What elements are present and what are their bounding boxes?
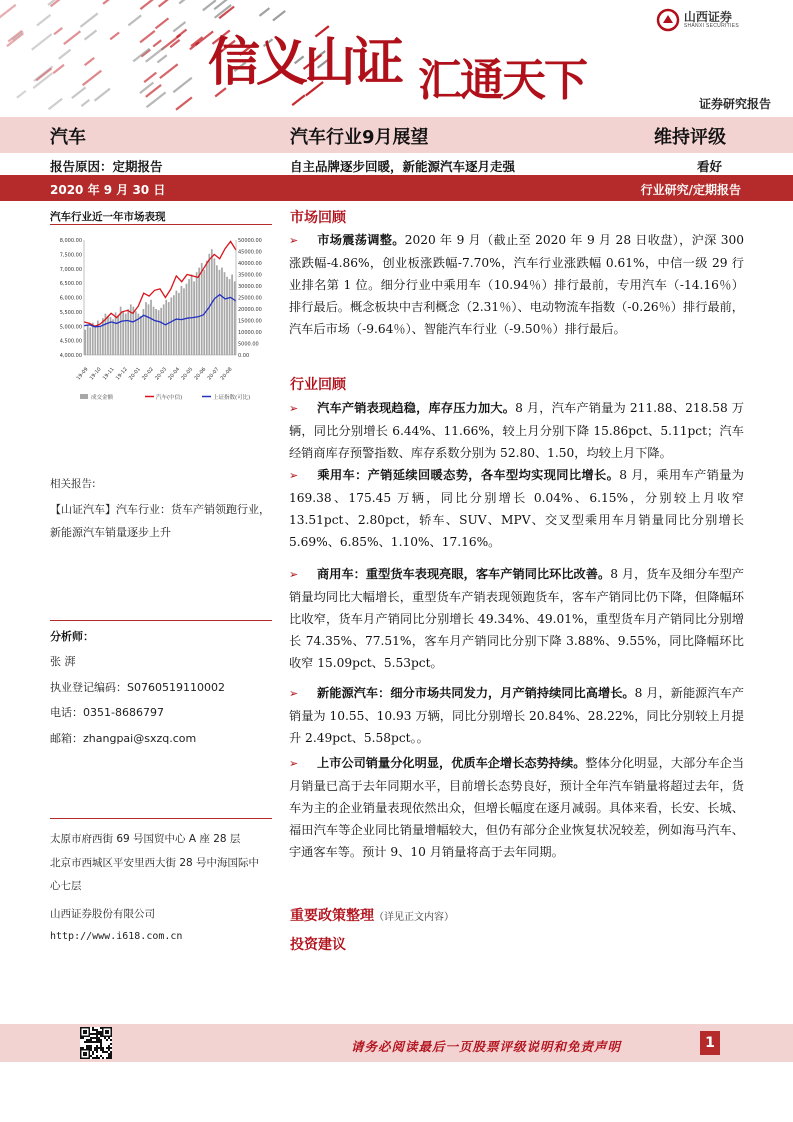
report-date: 2020 年 9 月 30 日 [50, 183, 166, 197]
qr-module [88, 1047, 90, 1049]
volume-bar [188, 279, 190, 355]
qr-module [96, 1033, 98, 1035]
qr-module [100, 1035, 102, 1037]
qr-module [108, 1057, 110, 1059]
investment-heading: 投资建议 [290, 937, 346, 953]
volume-bar [224, 272, 226, 355]
left-tick-label: 5,000.00 [59, 324, 82, 331]
qr-module [96, 1055, 98, 1057]
analyst-cert: 执业登记编码：S0760519110002 [50, 681, 225, 694]
volume-bar [206, 261, 208, 355]
volume-bar [107, 316, 109, 355]
volume-bar [158, 310, 160, 355]
volume-bar [231, 275, 233, 356]
volume-bar [92, 323, 94, 355]
qr-module [106, 1057, 108, 1059]
left-tick-label: 7,000.00 [59, 266, 82, 273]
volume-bar [122, 311, 124, 355]
volume-bar [132, 307, 134, 355]
rating-value: 看好 [697, 159, 723, 174]
qr-module [84, 1041, 86, 1043]
qr-module [92, 1041, 94, 1043]
qr-module [98, 1031, 100, 1033]
qr-module [100, 1027, 102, 1029]
qr-module [96, 1049, 98, 1051]
banner-stripe [80, 13, 99, 28]
qr-module [108, 1037, 110, 1039]
volume-bar [135, 311, 137, 355]
banner-stripe [292, 94, 306, 106]
page-number: 1 [700, 1031, 720, 1055]
volume-bar [229, 279, 231, 355]
volume-bar [221, 268, 223, 355]
qr-module [88, 1041, 90, 1043]
qr-module [110, 1039, 112, 1041]
logo-icon [656, 8, 680, 32]
report-type: 证券研究报告 [698, 97, 771, 111]
x-tick-label: 19-10 [88, 366, 103, 382]
volume-bar [183, 288, 185, 355]
qr-module [96, 1041, 98, 1043]
legend-label: 汽车(中信) [156, 395, 183, 401]
address-taiyuan: 太原市府西街 69 号国贸中心 A 座 28 层 [50, 833, 241, 845]
qr-module [100, 1047, 102, 1049]
qr-module [94, 1029, 96, 1031]
volume-bar [115, 312, 117, 355]
qr-module [96, 1039, 98, 1041]
volume-bar [191, 275, 193, 356]
volume-bar [89, 327, 91, 355]
market-chart [50, 230, 272, 410]
report-category: 行业研究/定期报告 [640, 183, 741, 197]
analyst-label: 分析师： [50, 630, 94, 643]
volume-bar [216, 265, 218, 355]
qr-finder-core [83, 1052, 87, 1056]
company-logo [656, 8, 739, 32]
qr-module [102, 1049, 104, 1051]
qr-module [90, 1037, 92, 1039]
volume-bar [198, 268, 200, 355]
industry-paragraph-4 [289, 682, 744, 749]
report-subtitle: 自主品牌逐步回暖，新能源汽车逐月走强 [290, 159, 516, 174]
address-beijing: 北京市西城区平安里西大街 28 号中海国际中心七层 [50, 857, 260, 892]
industry-p3-text: 8 月，货车及细分车型产销量均同比大幅增长，重型货车产销表现领跑货车，客车产销同比仍下降，但降幅环比收窄，货车月产销同比分别增长 49.34%、49.01%，重型货车月产销同比分别增长 74.35%、77.51%，客车月产销同比分别下降 3.88%、9.55%，同比降幅环比收窄 15.09pct、5.53pct。 [289, 567, 744, 671]
bullet-arrow-icon: ➢ [289, 402, 299, 415]
qr-module [92, 1051, 94, 1053]
volume-bar [160, 308, 162, 355]
auto-index-line [84, 241, 236, 326]
qr-module [86, 1045, 88, 1047]
industry-p5-text: 整体分化明显，大部分车企当月销量已高于去年同期水平，目前增长态势良好，预计全年汽车销量将超过去年，货车为主的企业销量表现依然出众，但增长幅度在逐月减弱。具体来看，长安、长城、福田汽车等企业同比销量增幅较大，但仍有部分企业恢复状况较差，例如海马汽车、宇通客车等。预计 9、10 月销量将高于去年同期。 [289, 756, 745, 860]
volume-bar [127, 309, 129, 355]
x-tick-label: 20-02 [141, 366, 155, 382]
right-tick-label: 20000.00 [238, 307, 262, 313]
footer-disclaimer: 请务必阅读最后一页股票评级说明和免责声明 [351, 1039, 622, 1054]
banner-stripe [53, 64, 65, 74]
banner-stripe [58, 49, 71, 60]
legend-label: 上证指数(可比) [213, 395, 251, 401]
volume-bar [155, 309, 157, 355]
qr-module [94, 1049, 96, 1051]
qr-module [94, 1057, 96, 1059]
logo-name: 山西证券 [683, 10, 732, 24]
x-tick-label: 20-05 [180, 366, 195, 382]
title-band [0, 117, 793, 153]
qr-module [98, 1033, 100, 1035]
qr-module [108, 1049, 110, 1051]
banner-stripe [84, 29, 97, 40]
qr-module [102, 1057, 104, 1059]
banner-stripe [36, 14, 51, 26]
logo-subtitle: SHANXI SECURITIES [683, 23, 739, 29]
qr-module [110, 1051, 112, 1053]
qr-module [96, 1035, 98, 1037]
qr-module [110, 1047, 112, 1049]
left-tick-label: 8,000.00 [59, 238, 82, 244]
qr-module [110, 1043, 112, 1045]
right-tick-label: 30000.00 [238, 284, 262, 290]
qr-module [110, 1057, 112, 1059]
right-tick-label: 10000.00 [238, 330, 262, 336]
industry-p2-text: 8 月，乘用车产销量为 169.38、175.45 万辆，同比分别增长 0.04%、6.15%，分别较上月收窄 13.51pct、2.80pct，轿车、SUV、MPV、交叉型乘用车月销量同比分别增长 5.69%、6.85%、1.10%、17.16%。 [289, 468, 744, 550]
volume-bar [117, 316, 119, 355]
qr-module [110, 1053, 112, 1055]
volume-bar [201, 263, 203, 355]
market-chart-svg [50, 230, 272, 410]
qr-module [80, 1037, 82, 1039]
volume-bar [165, 300, 167, 355]
qr-module [94, 1041, 96, 1043]
industry-paragraph-5 [289, 752, 744, 863]
analyst-name: 张 湃 [50, 655, 76, 668]
volume-bar [125, 314, 127, 355]
company-name: 山西证券股份有限公司 [50, 908, 155, 920]
banner-stripe [158, 0, 171, 7]
slogan-part2: 汇通天下 [418, 55, 586, 106]
policy-note: （详见正文内容） [374, 912, 454, 923]
banner-stripe [179, 0, 192, 4]
left-tick-label: 6,500.00 [59, 281, 82, 288]
banner-stripe [84, 57, 95, 66]
banner-stripe [143, 72, 156, 83]
qr-module [86, 1039, 88, 1041]
left-tick-label: 7,500.00 [59, 252, 82, 259]
volume-bar [163, 304, 165, 355]
qr-module [96, 1045, 98, 1047]
qr-finder-core [105, 1030, 109, 1034]
qr-code-icon [80, 1027, 112, 1059]
qr-module [102, 1047, 104, 1049]
qr-module [106, 1051, 108, 1053]
qr-module [90, 1055, 92, 1057]
qr-module [98, 1037, 100, 1039]
qr-module [90, 1049, 92, 1051]
volume-bar [112, 319, 114, 355]
qr-module [106, 1047, 108, 1049]
qr-module [92, 1029, 94, 1031]
address-divider [50, 818, 272, 819]
banner-stripe [157, 54, 168, 63]
market-review-heading: 市场回顾 [290, 210, 346, 226]
right-tick-label: 25000.00 [238, 295, 262, 302]
qr-module [86, 1041, 88, 1043]
bullet-arrow-icon: ➢ [289, 568, 299, 581]
volume-bar [219, 270, 221, 355]
qr-module [96, 1031, 98, 1033]
qr-module [82, 1047, 84, 1049]
qr-module [100, 1041, 102, 1043]
qr-finder-core [83, 1030, 87, 1034]
volume-bar [208, 254, 210, 355]
industry-p3-lead: 商用车：重型货车表现亮眼，客车产销同比环比改善。 [317, 567, 611, 581]
policy-heading-text: 重要政策整理 [290, 908, 374, 924]
right-tick-label: 45000.00 [238, 249, 262, 256]
qr-module [100, 1049, 102, 1051]
banner-stripe [202, 0, 216, 11]
qr-module [108, 1047, 110, 1049]
industry-p4-lead: 新能源汽车：细分市场共同发力，月产销持续同比高增长。 [317, 686, 635, 700]
qr-module [96, 1029, 98, 1031]
banner-stripe [94, 88, 111, 102]
volume-bar [178, 293, 180, 355]
market-review-lead: 市场震荡调整。 [317, 233, 405, 247]
left-tick-label: 4,000.00 [59, 353, 82, 359]
industry-paragraph-1 [289, 397, 744, 464]
qr-module [100, 1033, 102, 1035]
volume-bar [193, 281, 195, 355]
related-report-link[interactable]: 【山证汽车】汽车行业：货车产销领跑行业，新能源汽车销量逐步上升 [50, 503, 270, 539]
qr-module [100, 1039, 102, 1041]
qr-module [110, 1055, 112, 1057]
chart-divider [50, 224, 272, 225]
shanghai-index-line [84, 295, 236, 327]
x-tick-label: 20-03 [154, 366, 169, 382]
volume-bar [145, 302, 147, 355]
volume-bar [84, 330, 86, 355]
volume-bar [150, 300, 152, 355]
industry-p1-text: 8 月，汽车产销量为 211.88、218.58 万辆，同比分别增长 6.44%、11.66%，较上月分别下降 15.86pct、5.11pct；汽车经销商库存预警指数、库存系数分别为 52.80、1.50，均较上月下降。 [289, 401, 744, 461]
banner-stripe [0, 4, 16, 19]
volume-bar [173, 295, 175, 355]
qr-module [92, 1037, 94, 1039]
analyst-divider [50, 620, 272, 621]
qr-module [88, 1045, 90, 1047]
company-website[interactable]: http://www.i618.com.cn [50, 931, 183, 942]
banner-stripe [102, 0, 112, 5]
volume-bar [102, 318, 104, 355]
qr-module [108, 1055, 110, 1057]
volume-bar [100, 326, 102, 355]
volume-bar [176, 291, 178, 355]
qr-module [98, 1039, 100, 1041]
qr-module [98, 1057, 100, 1059]
qr-module [108, 1053, 110, 1055]
industry-name: 汽车 [50, 127, 86, 148]
qr-module [90, 1039, 92, 1041]
right-tick-label: 5000.00 [238, 341, 259, 348]
industry-review-heading: 行业回顾 [290, 377, 346, 393]
qr-module [90, 1033, 92, 1035]
volume-bar [234, 281, 236, 355]
banner-stripe [53, 27, 63, 35]
volume-bar [87, 325, 89, 355]
x-tick-label: 19-09 [75, 366, 90, 382]
qr-module [104, 1051, 106, 1053]
industry-paragraph-2 [289, 464, 744, 553]
banner-stripe [139, 30, 155, 43]
right-tick-label: 15000.00 [238, 318, 262, 325]
legend-swatch [80, 394, 88, 399]
qr-module [88, 1039, 90, 1041]
qr-module [92, 1027, 94, 1029]
volume-bar [226, 277, 228, 355]
x-tick-label: 20-07 [206, 366, 221, 382]
x-tick-label: 19-11 [101, 366, 116, 382]
qr-module [94, 1033, 96, 1035]
banner-stripe [31, 33, 52, 50]
x-tick-label: 20-06 [193, 366, 208, 382]
banner-stripe [48, 98, 63, 110]
qr-module [102, 1051, 104, 1053]
banner-stripe [110, 32, 120, 41]
banner-stripe [16, 90, 26, 99]
right-tick-label: 0.00 [238, 353, 250, 359]
qr-module [96, 1051, 98, 1053]
date-band [0, 175, 793, 201]
qr-module [96, 1047, 98, 1049]
volume-bar [140, 316, 142, 355]
volume-bar [170, 298, 172, 356]
banner-stripe [140, 0, 161, 10]
x-tick-label: 20-01 [127, 366, 142, 382]
bullet-arrow-icon: ➢ [289, 234, 299, 247]
chart-title: 汽车行业近一年市场表现 [50, 211, 166, 223]
volume-bar [181, 286, 183, 355]
qr-module [100, 1055, 102, 1057]
bullet-arrow-icon: ➢ [289, 757, 299, 770]
banner-stripe [12, 31, 24, 41]
qr-module [86, 1047, 88, 1049]
qr-module [90, 1047, 92, 1049]
slogan-part1: 信义山证 [208, 32, 401, 93]
volume-bar [148, 304, 150, 355]
right-tick-label: 50000.00 [238, 238, 262, 244]
industry-p2-lead: 乘用车：产销延续回暖态势，各车型均实现同比增长。 [317, 468, 620, 482]
analyst-email[interactable]: 邮箱：zhangpai@sxzq.com [50, 732, 197, 745]
market-review-text: 2020 年 9 月（截止至 2020 年 9 月 28 日收盘），沪深 300 涨跌幅-4.86%，创业板涨跌幅-7.70%，汽车行业涨跌幅 0.61%，中信一级 29 行业排名第 1 位。细分行业中乘用车（10.94％）排行最前，专用汽车（-14.16％）排行最后。概念板块中吉利概念（2.31％）、电动物流车指数（-0.26％）排行最前，汽车后市场（-9.64％）、智能汽车行业（-9.50％）排行最后。 [289, 233, 744, 337]
qr-module [92, 1033, 94, 1035]
qr-module [100, 1043, 102, 1045]
banner-stripe [173, 77, 193, 93]
x-tick-label: 19-12 [114, 366, 129, 382]
banner-stripe [159, 63, 178, 79]
banner-stripe [81, 99, 90, 107]
qr-module [108, 1045, 110, 1047]
qr-module [96, 1057, 98, 1059]
industry-p5-lead: 上市公司销量分化明显，优质车企增长态势持续。 [317, 756, 586, 770]
banner-stripe [155, 17, 169, 29]
x-tick-label: 20-08 [219, 366, 234, 382]
right-tick-label: 35000.00 [238, 272, 262, 279]
rating-label: 维持评级 [654, 127, 726, 148]
banner-stripe [63, 30, 81, 45]
volume-bar [196, 272, 198, 355]
qr-module [94, 1047, 96, 1049]
banner-stripe [175, 96, 192, 110]
analyst-phone: 电话：0351-8686797 [50, 706, 164, 719]
industry-p1-lead: 汽车产销表现趋稳，库存压力加大。 [317, 401, 516, 415]
x-tick-label: 20-04 [167, 366, 182, 382]
qr-module [106, 1039, 108, 1041]
left-tick-label: 5,500.00 [59, 309, 82, 316]
qr-module [98, 1047, 100, 1049]
subtitle-band [0, 153, 793, 175]
left-tick-label: 6,000.00 [59, 295, 82, 302]
qr-module [80, 1047, 82, 1049]
qr-module [90, 1041, 92, 1043]
qr-module [82, 1037, 84, 1039]
volume-bar [94, 325, 96, 355]
right-tick-label: 40000.00 [238, 261, 262, 267]
volume-bar [168, 302, 170, 355]
bullet-arrow-icon: ➢ [289, 687, 299, 700]
volume-bar [186, 284, 188, 355]
qr-module [104, 1037, 106, 1039]
industry-paragraph-3 [289, 563, 744, 674]
qr-module [90, 1045, 92, 1047]
left-tick-label: 4,500.00 [59, 338, 82, 345]
banner-stripe [71, 86, 86, 99]
qr-module [100, 1031, 102, 1033]
qr-module [98, 1041, 100, 1043]
qr-module [94, 1037, 96, 1039]
volume-bar [153, 307, 155, 355]
legend-label: 成交金额 [91, 395, 114, 401]
qr-module [92, 1053, 94, 1055]
banner-stripe [153, 39, 162, 47]
market-review-paragraph [289, 229, 744, 340]
volume-bar [214, 258, 216, 355]
industry-p4-text: 8 月，新能源汽车产销量为 10.55、10.93 万辆，同比分别增长 20.84%、28.22%，同比分别较上月提升 2.49pct、5.58pct。。 [289, 686, 744, 746]
banner-stripe [128, 15, 142, 27]
related-label: 相关报告: [50, 478, 96, 490]
qr-module [96, 1037, 98, 1039]
policy-heading [290, 905, 454, 925]
report-title: 汽车行业9月展望 [290, 127, 429, 148]
banner-stripe [259, 7, 270, 17]
qr-module [92, 1057, 94, 1059]
banner-stripe [82, 70, 102, 86]
qr-module [100, 1045, 102, 1047]
report-reason: 报告原因：定期报告 [50, 159, 163, 174]
bullet-arrow-icon: ➢ [289, 469, 299, 482]
